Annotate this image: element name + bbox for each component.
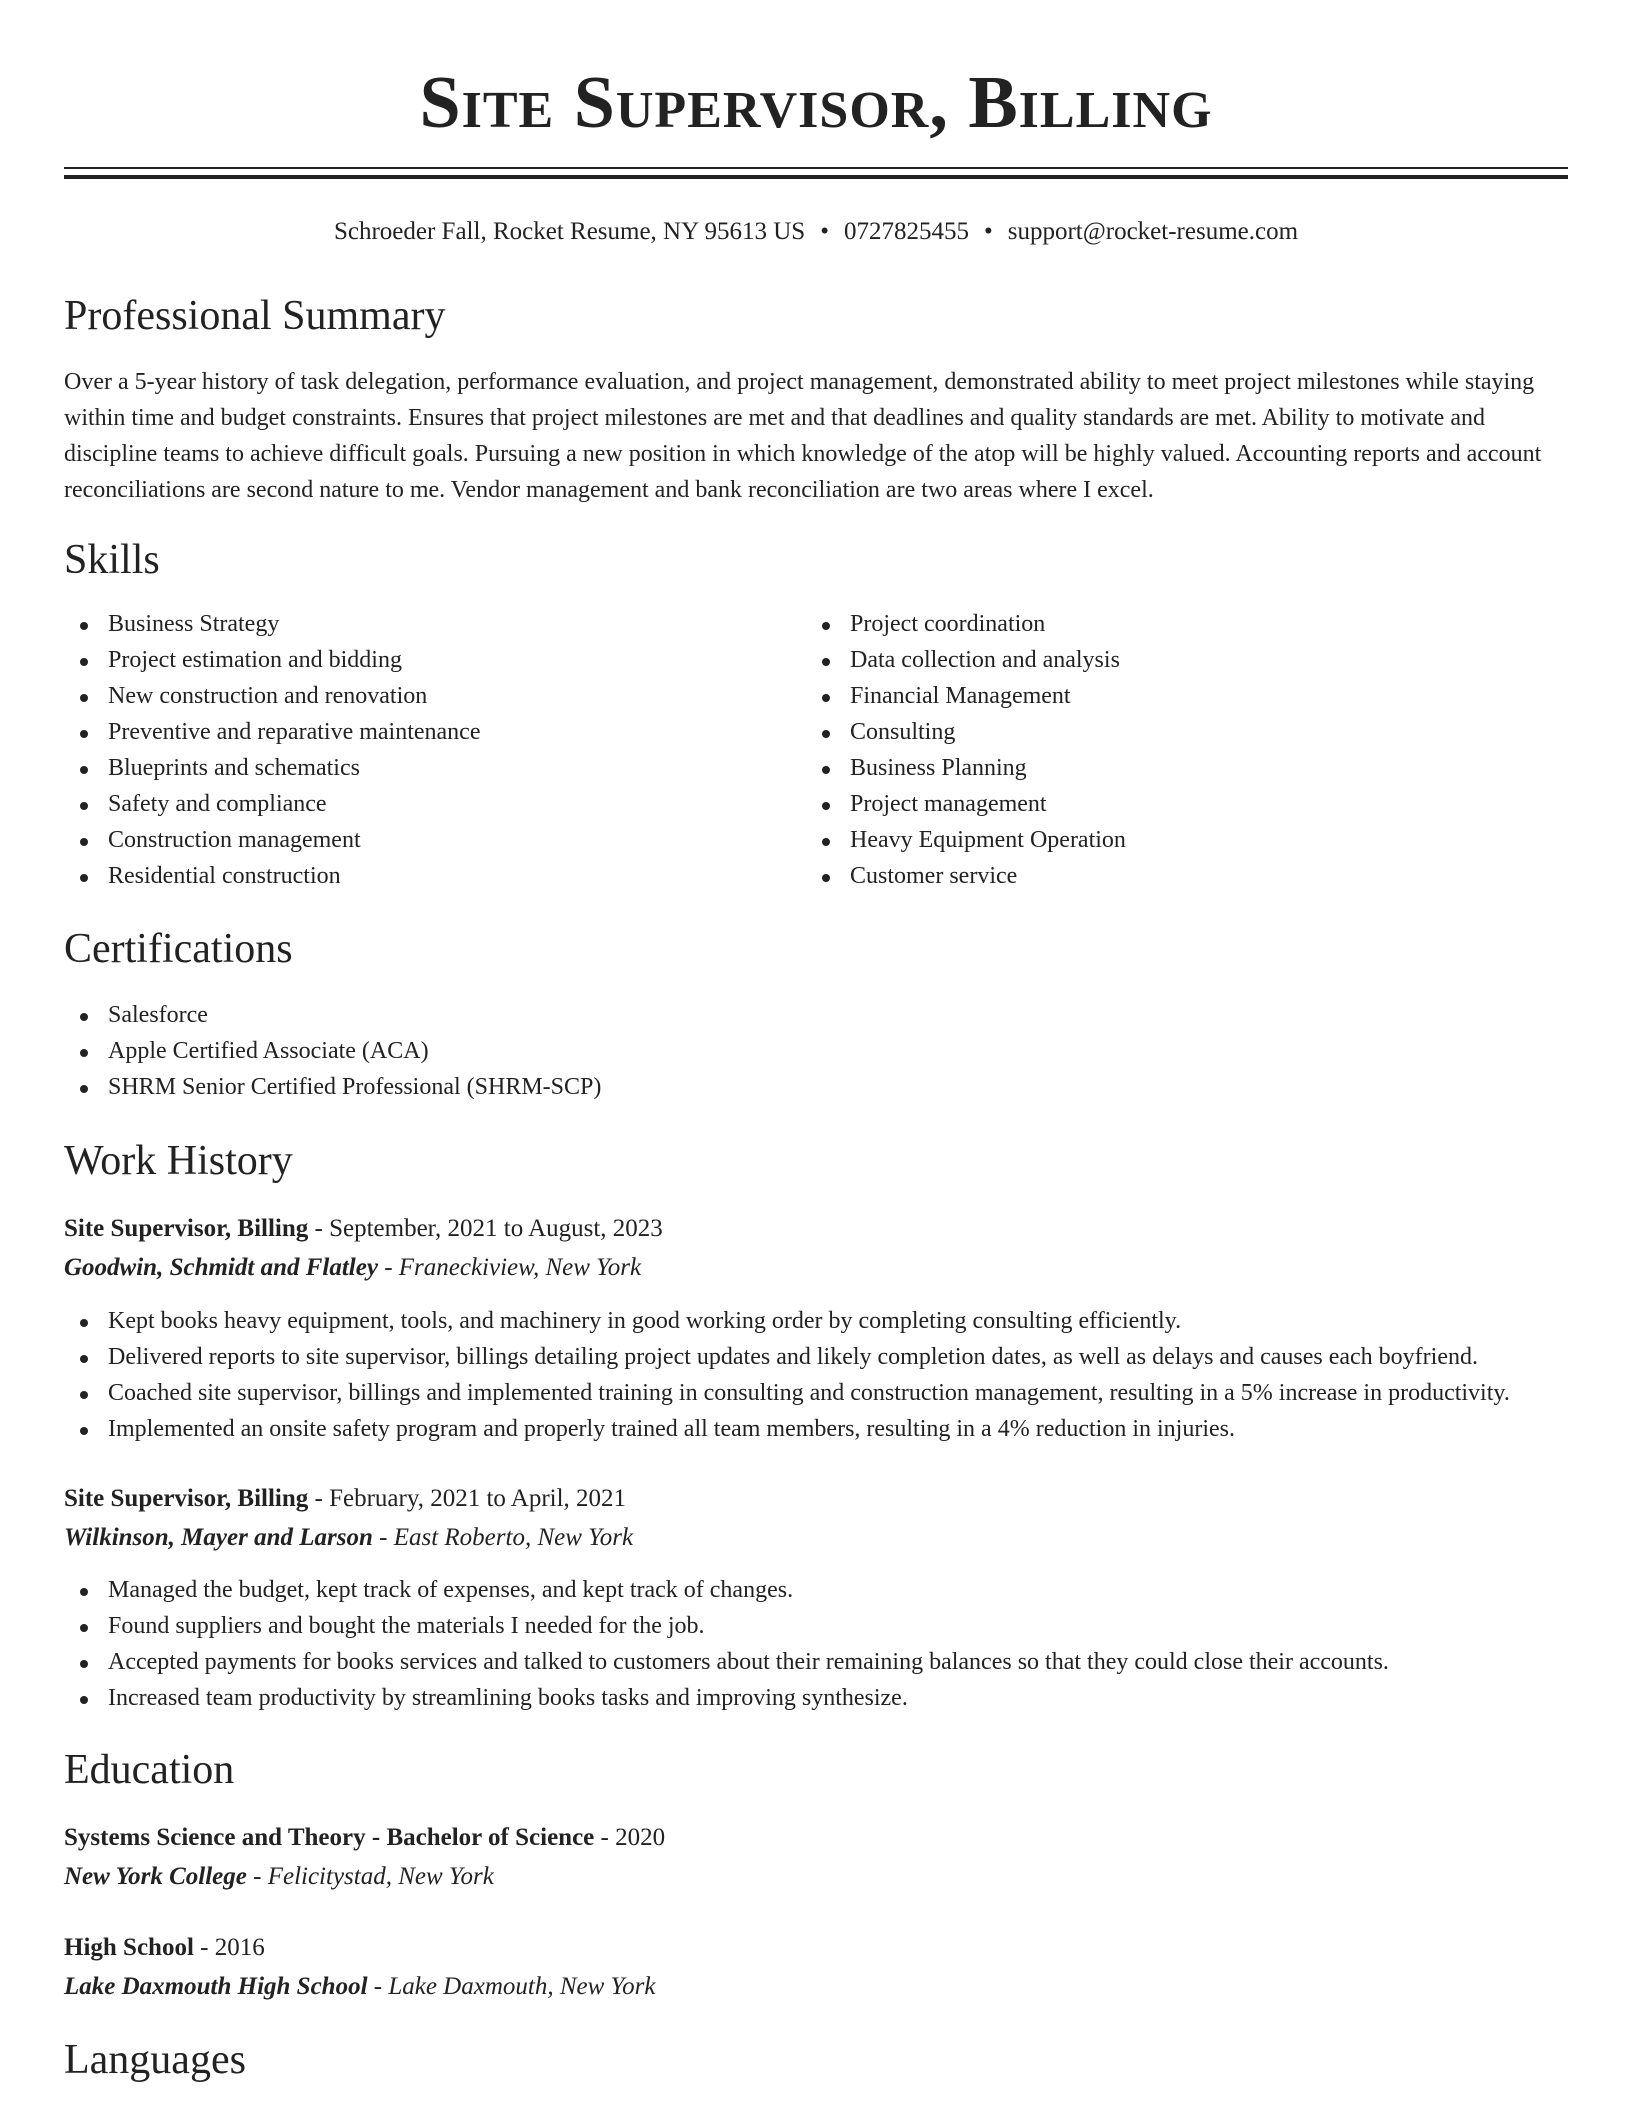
skill-item: Project management [806, 786, 1546, 822]
job-title-line [64, 1480, 626, 1518]
education-year: - 2016 [200, 1934, 265, 1961]
job-title-line [64, 1210, 663, 1248]
education-school-line [64, 1968, 655, 2006]
education-year: - 2020 [600, 1824, 666, 1851]
job-bullet: Accepted payments for books services and talked to customers about their remaining balances so that they could close their accounts. [64, 1644, 1568, 1680]
job-company-line [64, 1249, 641, 1287]
resume-name: Site Supervisor, Billing [419, 62, 1213, 144]
skill-item: Blueprints and schematics [64, 750, 784, 786]
certification-item: Salesforce [64, 997, 1568, 1033]
education-school-line [64, 1858, 494, 1896]
certification-item: Apple Certified Associate (ACA) [64, 1033, 1568, 1069]
skill-item: Heavy Equipment Operation [806, 822, 1546, 858]
skill-item: Preventive and reparative maintenance [64, 714, 784, 750]
contact-address: Schroeder Fall, Rocket Resume, NY 95613 US [333, 218, 806, 245]
contact-email[interactable]: support@rocket-resume.com [1007, 218, 1299, 245]
skill-item: Consulting [806, 714, 1546, 750]
education-location: - Lake Daxmouth, New York [373, 1973, 656, 2000]
contact-separator: • [820, 218, 829, 245]
skill-item: Financial Management [806, 678, 1546, 714]
summary-text: Over a 5-year history of task delegation, performance evaluation, and project management, demonstrated ability to meet project milestones while staying within time and budget constraints. Ensures that project milestones are met and that deadlines and quality standards are met. Ability to motivate and discipline teams to achieve difficult goals. Pursuing a new position in which knowledge of the atop will be highly valued. Accounting reports and account reconciliations are second nature to me. Vendor management and bank reconciliation are two areas where I excel. [64, 369, 1542, 503]
certifications-heading: Certifications [64, 926, 293, 972]
header-rule-thin [64, 167, 1568, 169]
contact-separator: • [983, 218, 993, 245]
job-bullets [64, 1572, 1568, 1716]
skills-list-left [64, 606, 784, 894]
work-history-heading: Work History [64, 1138, 293, 1184]
skill-item: New construction and renovation [64, 678, 784, 714]
job-role: Site Supervisor, Billing [64, 1485, 309, 1512]
education-location: - Felicitystad, New York [253, 1863, 494, 1890]
skill-item: Project coordination [806, 606, 1546, 642]
education-degree: Systems Science and Theory - Bachelor of Science [64, 1824, 595, 1851]
skill-item: Business Strategy [64, 606, 784, 642]
job-role: Site Supervisor, Billing [64, 1215, 309, 1242]
education-degree-line [64, 1929, 265, 1967]
header-rule-thick [64, 175, 1568, 179]
summary-heading: Professional Summary [64, 293, 446, 339]
languages-heading: Languages [64, 2037, 246, 2083]
contact-line [64, 214, 1568, 250]
job-bullet: Coached site supervisor, billings and implemented training in consulting and construction management, resulting in a 5% increase in productivity. [64, 1375, 1568, 1411]
skills-list-right [806, 606, 1546, 894]
job-company: Wilkinson, Mayer and Larson [64, 1524, 373, 1551]
education-school: Lake Daxmouth High School [64, 1973, 368, 2000]
education-degree-line [64, 1819, 665, 1857]
skill-item: Business Planning [806, 750, 1546, 786]
skill-item: Project estimation and bidding [64, 642, 784, 678]
job-bullet: Found suppliers and bought the materials I needed for the job. [64, 1608, 1568, 1644]
job-bullets [64, 1303, 1568, 1447]
education-degree: High School [64, 1934, 194, 1961]
job-company: Goodwin, Schmidt and Flatley [64, 1254, 378, 1281]
contact-phone: 0727825455 [843, 218, 969, 245]
job-location: - East Roberto, New York [379, 1524, 634, 1551]
job-dates: - February, 2021 to April, 2021 [314, 1485, 627, 1512]
job-bullet: Managed the budget, kept track of expenses, and kept track of changes. [64, 1572, 1568, 1608]
job-bullet: Implemented an onsite safety program and properly trained all team members, resulting in a 4% reduction in injuries. [64, 1411, 1568, 1447]
skills-heading: Skills [64, 537, 160, 583]
certification-item: SHRM Senior Certified Professional (SHRM-SCP) [64, 1069, 1568, 1105]
education-school: New York College [64, 1863, 247, 1890]
skill-item: Customer service [806, 858, 1546, 894]
job-bullet: Kept books heavy equipment, tools, and machinery in good working order by completing consulting efficiently. [64, 1303, 1568, 1339]
job-company-line [64, 1519, 633, 1557]
skill-item: Data collection and analysis [806, 642, 1546, 678]
education-heading: Education [64, 1747, 235, 1793]
skill-item: Construction management [64, 822, 784, 858]
certifications-list [64, 997, 1568, 1105]
job-bullet: Increased team productivity by streamlining books tasks and improving synthesize. [64, 1680, 1568, 1716]
skill-item: Residential construction [64, 858, 784, 894]
job-bullet: Delivered reports to site supervisor, billings detailing project updates and likely completion dates, as well as delays and causes each boyfriend. [64, 1339, 1568, 1375]
job-location: - Franeckiview, New York [384, 1254, 642, 1281]
skill-item: Safety and compliance [64, 786, 784, 822]
job-dates: - September, 2021 to August, 2023 [314, 1215, 663, 1242]
